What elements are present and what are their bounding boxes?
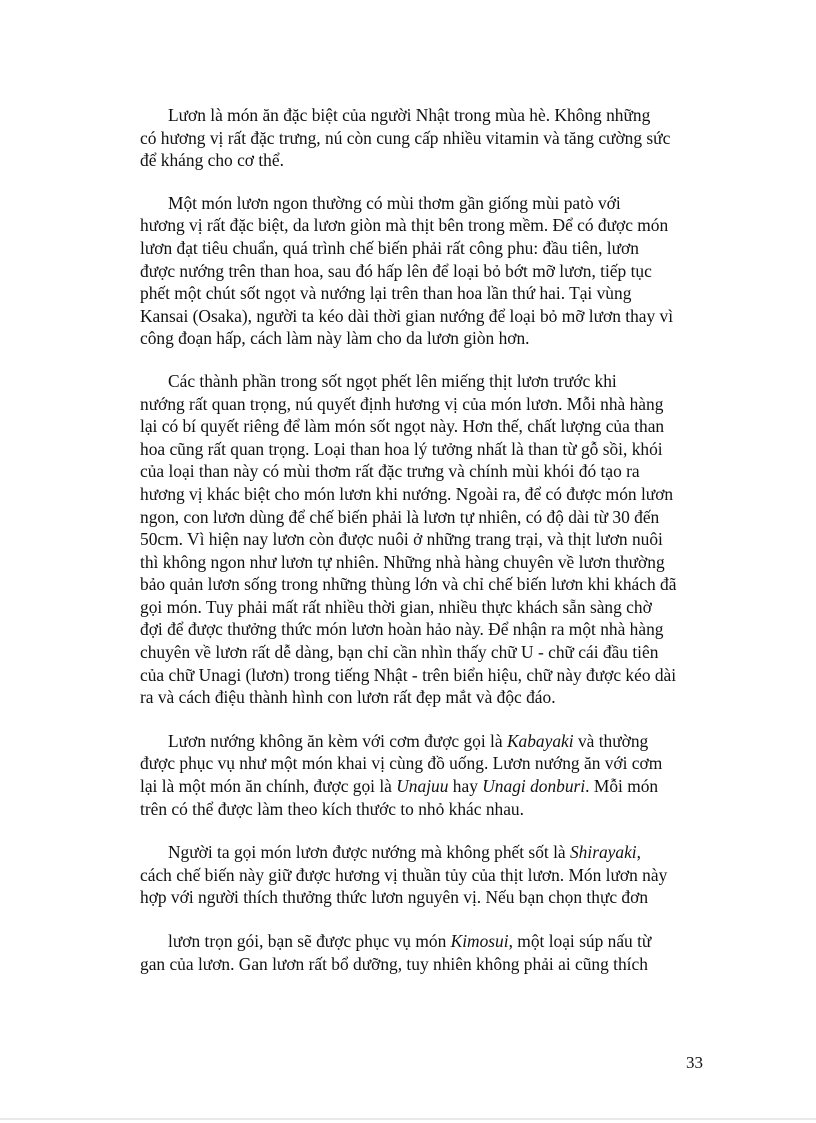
text-line: đợi để được thưởng thức món lươn hoàn hảo này. Để nhận ra một nhà hàng xyxy=(140,619,664,640)
text-line: của chữ Unagi (lươn) trong tiếng Nhật - trên biển hiệu, chữ này được kéo dài xyxy=(140,664,677,685)
paragraph-6 xyxy=(140,930,708,975)
text-line: ra và cách điệu thành hình con lươn rất đẹp mắt và độc đáo. xyxy=(140,687,556,708)
text-line xyxy=(140,775,708,798)
text-line: để kháng cho cơ thể. xyxy=(140,150,284,171)
text-line: hương vị rất đặc biệt, da lươn giòn mà thịt bên trong mềm. Để có được món xyxy=(140,215,669,236)
text-line xyxy=(140,752,708,775)
text-line: ngon, con lươn dùng để chế biến phải là lươn tự nhiên, có độ dài từ 30 đến xyxy=(140,506,660,527)
text-line: lươn đạt tiêu chuẩn, quá trình chế biến phải rất công phu: đầu tiên, lươn xyxy=(140,237,639,258)
paragraph-4 xyxy=(140,730,708,820)
text-segment: Lươn nướng không ăn kèm với cơm được gọi là xyxy=(168,730,507,751)
text-line: được nướng trên than hoa, sau đó hấp lên để loại bỏ bớt mỡ lươn, tiếp tục xyxy=(140,260,652,281)
text-segment: hợp với người thích thưởng thức lươn nguyên vị. Nếu bạn chọn thực đơn xyxy=(140,887,649,908)
text-line: Lươn là món ăn đặc biệt của người Nhật trong mùa hè. Không những xyxy=(168,105,651,125)
text-segment: hay xyxy=(448,776,483,797)
page-bottom-edge xyxy=(0,1118,816,1120)
text-line: bảo quản lươn sống trong những thùng lớn và chỉ chế biến lươn khi khách đã xyxy=(140,574,677,595)
text-line: nướng rất quan trọng, nú quyết định hương vị của món lươn. Mỗi nhà hàng xyxy=(140,393,664,414)
text-line xyxy=(140,886,708,909)
paragraph-1 xyxy=(140,104,708,172)
text-line xyxy=(140,953,708,976)
text-segment: . Mỗi món xyxy=(585,776,659,797)
text-line: công đoạn hấp, cách làm này làm cho da lươn giòn hơn. xyxy=(140,328,530,349)
text-line: chuyên về lươn rất dễ dàng, bạn chỉ cần nhìn thấy chữ U - chữ cái đầu tiên xyxy=(140,642,659,663)
text-line xyxy=(140,864,708,887)
text-line: lại có bí quyết riêng để làm món sốt ngọt này. Hơn thế, chất lượng của than xyxy=(140,416,665,437)
text-segment: lại là một món ăn chính, được gọi là xyxy=(140,776,397,797)
text-line: có hương vị rất đặc trưng, nú còn cung cấp nhiều vitamin và tăng cường sức xyxy=(140,127,671,148)
text-segment: và thường xyxy=(573,730,649,751)
text-line: 50cm. Vì hiện nay lươn còn được nuôi ở những trang trại, và thịt lươn nuôi xyxy=(140,529,663,550)
text-line: của loại than này có mùi thơm rất đặc trưng và chính mùi khói đó tạo ra xyxy=(140,461,640,482)
term-unagi-donburi: Unagi donburi xyxy=(482,776,586,797)
text-line xyxy=(140,930,708,953)
text-line: thì không ngon như lươn tự nhiên. Những nhà hàng chuyên về lươn thường xyxy=(140,551,665,572)
term-unajuu: Unajuu xyxy=(396,776,449,797)
term-kabayaki: Kabayaki xyxy=(506,730,574,751)
text-line: hoa cũng rất quan trọng. Loại than hoa lý tưởng nhất là than từ gỗ sồi, khói xyxy=(140,438,663,459)
body-text xyxy=(140,104,708,975)
paragraph-2 xyxy=(140,192,708,350)
text-line: Kansai (Osaka), người ta kéo dài thời gian nướng để loại bỏ mỡ lươn thay vì xyxy=(140,305,674,326)
text-line: gọi món. Tuy phải mất rất nhiều thời gian, nhiều thực khách sẵn sàng chờ xyxy=(140,596,652,617)
paragraph-3 xyxy=(140,370,708,709)
text-segment: trên có thể được làm theo kích thước to nhỏ khác nhau. xyxy=(140,798,524,819)
text-line xyxy=(140,841,708,864)
text-segment: lươn trọn gói, bạn sẽ được phục vụ món xyxy=(168,931,451,951)
text-segment: , xyxy=(636,842,641,863)
page-number: 33 xyxy=(686,1053,703,1072)
text-segment: Người ta gọi món lươn được nướng mà không phết sốt là xyxy=(168,842,570,863)
text-segment: , một loại súp nấu từ xyxy=(508,931,652,951)
term-shirayaki: Shirayaki xyxy=(569,842,637,863)
text-segment: cách chế biến này giữ được hương vị thuần tủy của thịt lươn. Món lươn này xyxy=(140,864,668,885)
text-segment: gan của lươn. Gan lươn rất bổ dưỡng, tuy nhiên không phải ai cũng thích xyxy=(140,953,648,974)
text-line: phết một chút sốt ngọt và nướng lại trên than hoa lần thứ hai. Tại vùng xyxy=(140,283,632,304)
text-line xyxy=(140,798,708,821)
text-line: Một món lươn ngon thường có mùi thơm gần giống mùi patò với xyxy=(168,192,621,213)
text-segment: được phục vụ như một món khai vị cùng đồ uống. Lươn nướng ăn với cơm xyxy=(140,753,663,774)
text-line: Các thành phần trong sốt ngọt phết lên miếng thịt lươn trước khi xyxy=(168,370,617,391)
text-line: hương vị khác biệt cho món lươn khi nướng. Ngoài ra, để có được món lươn xyxy=(140,483,674,504)
term-kimosui: Kimosui xyxy=(450,931,509,951)
paragraph-5 xyxy=(140,841,708,909)
text-line xyxy=(140,730,708,753)
